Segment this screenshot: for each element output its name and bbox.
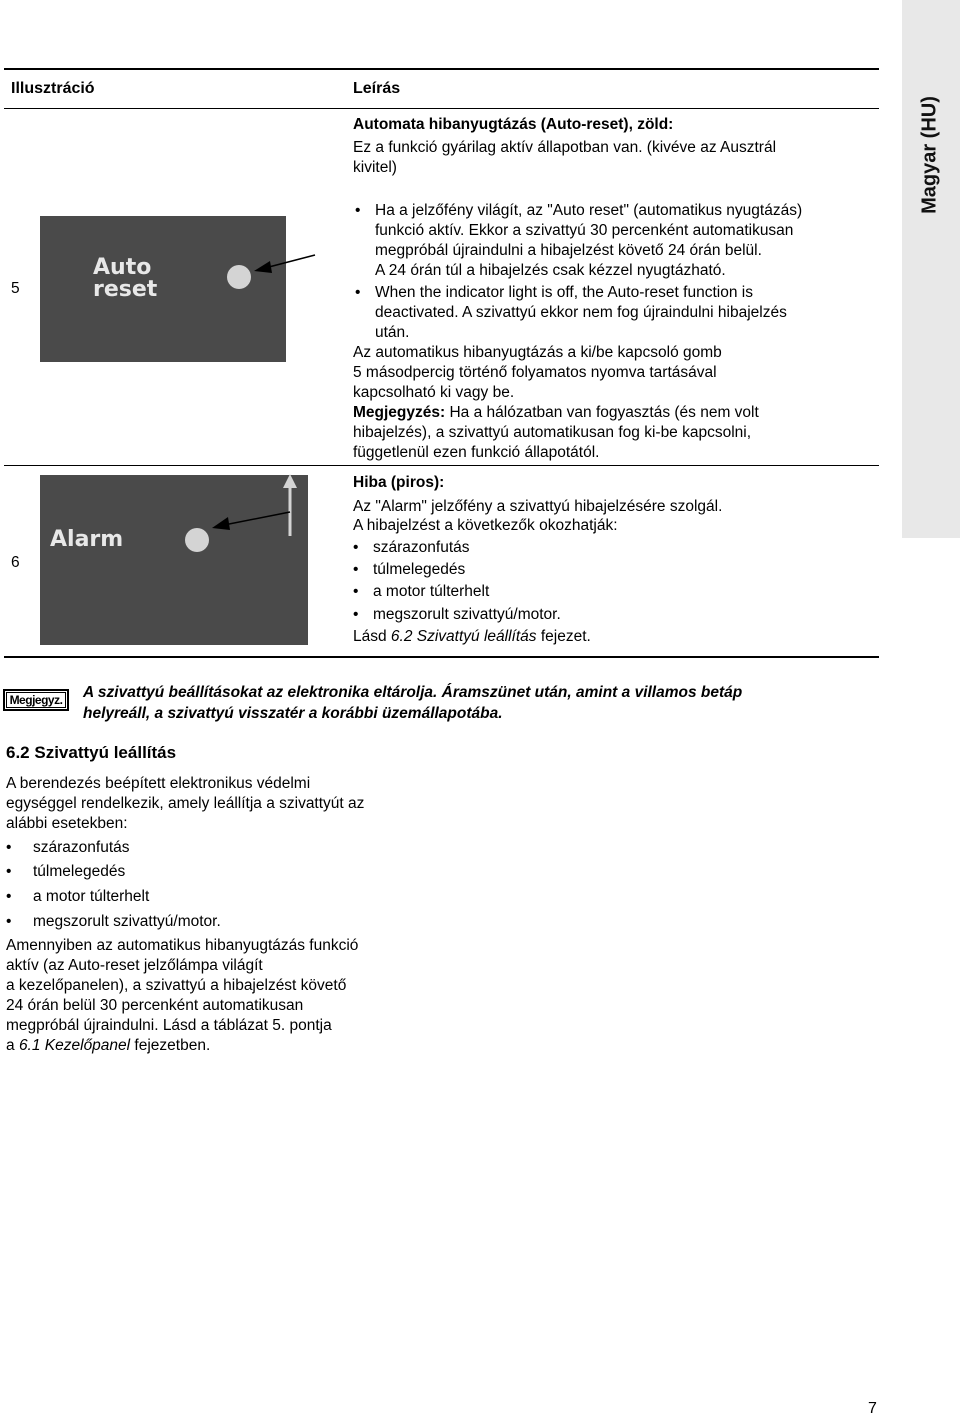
bullet-dot: • <box>6 913 12 930</box>
bullet-dot: • <box>353 561 359 578</box>
section-link[interactable]: 6.1 Kezelőpanel <box>18 1037 131 1054</box>
col-header-description: Leírás <box>353 80 401 97</box>
note-text: Ha a hálózatban van fogyasztás (és nem volt <box>445 404 759 421</box>
text-line: When the indicator light is off, the Auto-reset function is <box>375 284 753 301</box>
text-line: a kezelőpanelen), a szivattyú a hibajelzést követő <box>6 977 347 994</box>
text-line: A berendezés beépített elektronikus védelmi <box>6 775 311 792</box>
bullet-dot: • <box>355 202 361 219</box>
text-line: egységgel rendelkezik, amely leállítja a szivattyút az <box>6 795 365 812</box>
text-line: kivitel) <box>353 159 397 176</box>
auto-reset-panel-image <box>40 216 286 362</box>
bullet-dot: • <box>353 539 359 556</box>
bullet-dot: • <box>6 863 12 880</box>
text-line: hibajelzés), a szivattyú automatikusan fog ki-be kapcsolni, <box>353 424 752 441</box>
text-line: 5 másodpercig történő folyamatos nyomva tartásával <box>353 364 717 381</box>
text-line: Ha a jelzőfény világít, az "Auto reset" (automatikus nyugtázás) <box>375 202 803 219</box>
table-bottom-rule <box>4 656 879 658</box>
auto-reset-panel-label <box>93 257 157 301</box>
auto-reset-intro <box>353 138 776 178</box>
alarm-panel-label: Alarm <box>50 527 124 552</box>
page-number: 7 <box>868 1400 877 1417</box>
alarm-heading: Hiba (piros): <box>353 474 445 491</box>
text-line: A szivattyú beállításokat az elektronika eltárolja. Áramszünet után, amint a villamos betáp <box>83 684 743 701</box>
row-number: 6 <box>11 554 20 571</box>
text-line: alábbi esetekben: <box>6 815 128 832</box>
text-line: A 24 órán túl a hibajelzés csak kézzel nyugtázható. <box>375 262 726 279</box>
text-line: aktív (az Auto-reset jelzőlámpa világít <box>6 957 263 974</box>
note-text <box>83 682 742 724</box>
section-intro <box>6 774 364 834</box>
auto-reset-toggle-para <box>353 343 722 403</box>
panel-label-line: reset <box>93 277 158 302</box>
text-line: megpróbál újraindulni a hibajelzést követő 24 órán belül. <box>375 242 762 259</box>
section-link[interactable]: 6.2 Szivattyú leállítás <box>390 628 537 645</box>
panel-label-line: Auto <box>93 255 152 280</box>
bullet-dot: • <box>353 606 359 623</box>
language-tab-label: Magyar (HU) <box>918 96 941 214</box>
reference-suffix: fejezetben. <box>130 1037 211 1054</box>
alarm-line-2: A hibajelzést a következők okozhatják: <box>353 517 618 534</box>
note-icon-label: Megjegyz. <box>9 693 63 707</box>
auto-reset-note <box>353 403 759 463</box>
bullet-dot: • <box>353 583 359 600</box>
alarm-see-reference <box>353 627 591 647</box>
row-divider <box>4 465 879 466</box>
text-line: deactivated. A szivattyú ekkor nem fog újraindulni hibajelzés <box>375 304 787 321</box>
col-header-illustration: Illusztráció <box>11 80 95 97</box>
section-title: 6.2 Szivattyú leállítás <box>6 743 177 762</box>
bullet-dot: • <box>6 888 12 905</box>
section-paragraph <box>6 936 358 1056</box>
text-line: Amennyiben az automatikus hibanyugtázás funkció <box>6 937 359 954</box>
pointer-arrow-icon <box>200 470 310 540</box>
bullet-dot: • <box>6 839 12 856</box>
text-line: után. <box>375 324 410 341</box>
table-top-rule <box>4 68 879 70</box>
alarm-line-1: Az "Alarm" jelzőfény a szivattyú hibajelzésére szolgál. <box>353 498 723 515</box>
text-line: függetlenül ezen funkció állapotától. <box>353 444 600 461</box>
note-label: Megjegyzés: <box>353 404 446 421</box>
reference-prefix: a <box>6 1037 19 1054</box>
reference-prefix: Lásd <box>353 628 391 645</box>
text-line: kapcsolható ki vagy be. <box>353 384 515 401</box>
text-line: Az automatikus hibanyugtázás a ki/be kapcsoló gomb <box>353 344 722 361</box>
text-line: helyreáll, a szivattyú visszatér a korábbi üzemállapotába. <box>83 705 503 722</box>
row-number: 5 <box>11 280 20 297</box>
text-line: Ez a funkció gyárilag aktív állapotban van. (kivéve az Ausztrál <box>353 139 777 156</box>
bullet-dot: • <box>355 284 361 301</box>
pointer-arrow-icon <box>240 245 320 285</box>
auto-reset-heading: Automata hibanyugtázás (Auto-reset), zöld: <box>353 116 674 133</box>
note-icon <box>3 689 69 711</box>
text-line: 24 órán belül 30 percenként automatikusan <box>6 997 304 1014</box>
header-divider <box>4 108 879 109</box>
text-line: megpróbál újraindulni. Lásd a táblázat 5. pontja <box>6 1017 332 1034</box>
reference-suffix: fejezet. <box>536 628 591 645</box>
language-tab <box>902 0 960 538</box>
text-line: funkció aktív. Ekkor a szivattyú 30 percenként automatikusan <box>375 222 794 239</box>
